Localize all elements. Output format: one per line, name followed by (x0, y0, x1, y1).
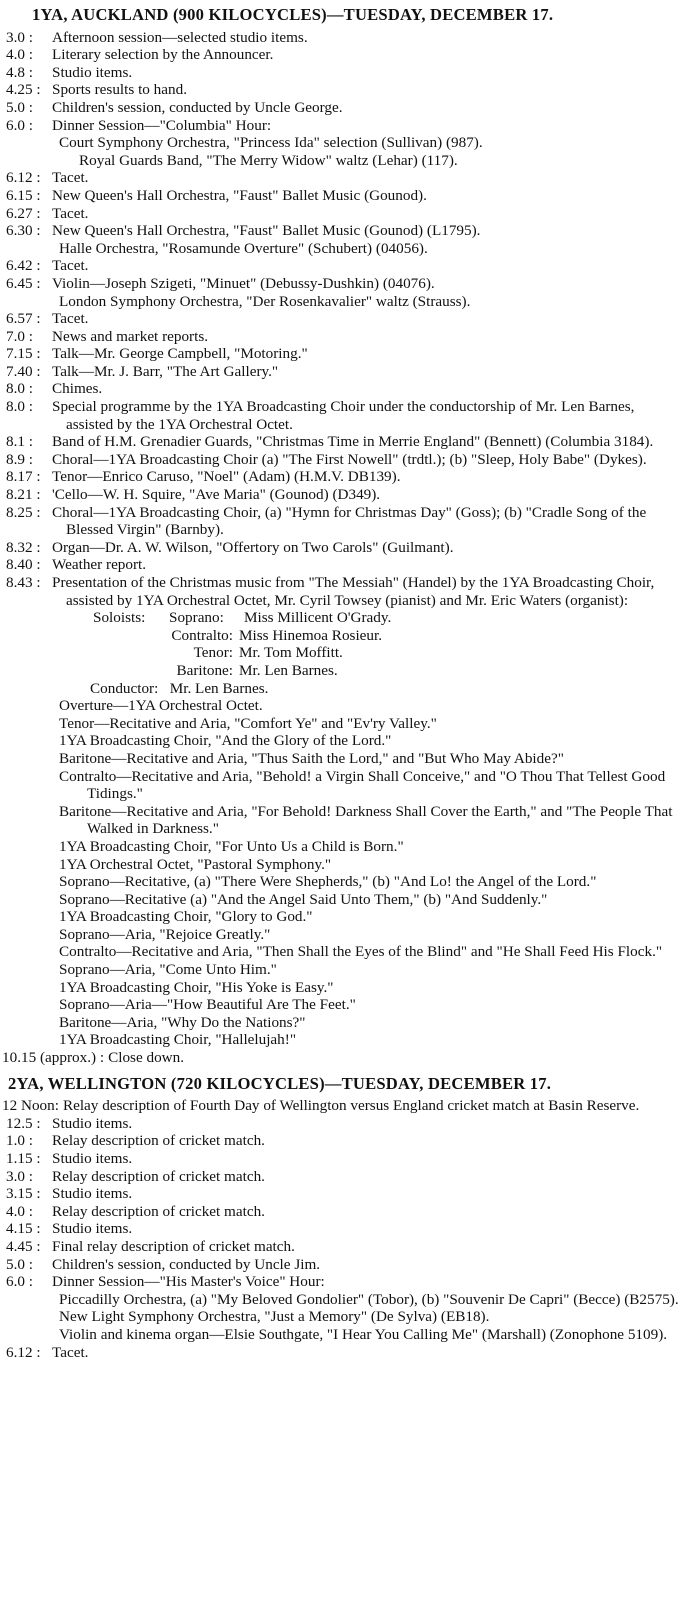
time: 4.8 : (6, 63, 34, 81)
soloist-name: Miss Millicent O'Grady. (244, 609, 392, 627)
list-item: 1YA Broadcasting Choir, "Hallelujah!" (59, 1031, 297, 1049)
schedule-row (0, 99, 700, 117)
schedule-row (0, 1256, 700, 1274)
list-item: Court Symphony Orchestra, "Princess Ida" selection (Sullivan) (987). (59, 134, 483, 152)
list-item: Soprano—Aria, "Rejoice Greatly." (59, 925, 271, 943)
list-item: Royal Guards Band, "The Merry Widow" waltz (Lehar) (117). (79, 151, 458, 169)
schedule-row (0, 29, 700, 47)
entry-text: Talk—Mr. George Campbell, "Motoring." (52, 345, 308, 363)
schedule-row (0, 310, 700, 328)
schedule-row (0, 1115, 700, 1133)
time: 7.0 : (6, 327, 34, 345)
soloist-voice: Baritone: (176, 661, 233, 679)
entry-text: Special programme by the 1YA Broadcasting Choir under the conductorship of Mr. Len Barnes, assisted by the 1YA Orchestral Octet. (52, 398, 635, 433)
schedule-row (0, 486, 700, 504)
conductor-line: Conductor: Mr. Len Barnes. (90, 679, 269, 697)
soloist-voice: Soprano: (169, 609, 224, 627)
schedule-row (0, 1150, 700, 1168)
list-item: London Symphony Orchestra, "Der Rosenkavalier" waltz (Strauss). (59, 292, 471, 310)
time: 6.57 : (6, 310, 41, 328)
time: 8.0 : (6, 398, 34, 416)
entry-text: Violin—Joseph Szigeti, "Minuet" (Debussy-Dushkin) (04076). (52, 274, 435, 292)
entry-text: Studio items. (52, 1150, 133, 1167)
time: 1.0 : (6, 1132, 34, 1150)
list-item: 1YA Broadcasting Choir, "For Unto Us a Child is Born." (59, 837, 404, 855)
time: 6.42 : (6, 257, 41, 275)
time: 8.1 : (6, 433, 34, 451)
schedule-row (0, 81, 700, 99)
messiah-items (0, 697, 700, 1049)
time: 5.0 : (6, 98, 34, 116)
entry-text: Final relay description of cricket match. (52, 1237, 295, 1255)
time: 10.15 (approx.) : (2, 1049, 105, 1067)
list-item: Baritone—Recitative and Aria, "Thus Saith the Lord," and "But Who May Abide?" (59, 749, 564, 767)
schedule-row (0, 1238, 700, 1256)
list-item: New Light Symphony Orchestra, "Just a Memory" (De Sylva) (EB18). (59, 1308, 490, 1326)
dinner-items (0, 1291, 700, 1344)
time: 7.15 : (6, 345, 41, 363)
time: 8.40 : (6, 556, 41, 574)
time: 6.15 : (6, 186, 41, 204)
schedule-row (0, 380, 700, 398)
time: 7.40 : (6, 362, 41, 380)
entry-text: Tacet. (52, 204, 89, 222)
time: 6.12 : (6, 1343, 41, 1361)
schedule-row (0, 574, 700, 609)
schedule-2ya (0, 1115, 700, 1361)
list-item: Tenor—Recitative and Aria, "Comfort Ye" and "Ev'ry Valley." (59, 714, 437, 732)
entry-text: Close down. (108, 1049, 185, 1067)
schedule-row (0, 556, 700, 574)
schedule-row (0, 1220, 700, 1238)
soloist-name: Mr. Tom Moffitt. (239, 644, 343, 662)
entry-text: Dinner Session—"His Master's Voice" Hour: (52, 1273, 325, 1291)
soloist-row (93, 644, 700, 662)
schedule-row (0, 187, 700, 205)
time: 4.45 : (6, 1237, 41, 1255)
list-item: 1YA Broadcasting Choir, "Glory to God." (59, 908, 313, 926)
time: 12 Noon: (2, 1097, 59, 1115)
entry-text: Studio items. (52, 1114, 133, 1132)
time: 8.0 : (6, 380, 34, 398)
schedule-row (0, 64, 700, 82)
list-item: Soprano—Aria—"How Beautiful Are The Feet." (59, 996, 356, 1014)
time: 8.25 : (6, 503, 41, 521)
time: 8.17 : (6, 468, 41, 486)
schedule-row (0, 363, 700, 381)
time: 4.25 : (6, 81, 41, 99)
entry-text: Tenor—Enrico Caruso, "Noel" (Adam) (H.M.V. DB139). (52, 468, 401, 486)
entry-text: New Queen's Hall Orchestra, "Faust" Ballet Music (Gounod). (52, 186, 427, 204)
entry-text: Studio items. (52, 63, 133, 81)
entry-text: Weather report. (52, 556, 147, 574)
time: 1.15 : (6, 1150, 41, 1167)
time: 6.0 : (6, 116, 34, 134)
entry-text: Studio items. (52, 1220, 133, 1238)
schedule-row (0, 539, 700, 557)
entry-text: Presentation of the Christmas music from "The Messiah" (Handel) by the 1YA Broadcasting Choir, assisted by 1YA Orchestral Octet, Mr. Cyril Towsey (pianist) and Mr. Eric Waters (organist): (52, 574, 655, 609)
list-item: Piccadilly Orchestra, (a) "My Beloved Gondolier" (Tobor), (b) "Souvenir De Capri" (Becce) (B2575). (59, 1290, 679, 1308)
soloist-row (93, 627, 700, 645)
sub-item (0, 293, 700, 311)
schedule-row (0, 1168, 700, 1186)
soloist-name: Miss Hinemoa Rosieur. (239, 626, 383, 644)
entry-text: Band of H.M. Grenadier Guards, "Christmas Time in Merrie England" (Bennett) (Columbia 3184). (52, 433, 654, 451)
schedule-row (0, 504, 700, 539)
soloist-row (93, 662, 700, 680)
entry-text: Afternoon session—selected studio items. (52, 28, 308, 46)
schedule-row (0, 1132, 700, 1150)
entry-text: Relay description of Fourth Day of Wellington versus England cricket match at Basin Reserve. (62, 1097, 640, 1115)
schedule-1ya-block-b (0, 310, 700, 609)
schedule-row (0, 1203, 700, 1221)
dinner-items (0, 134, 700, 169)
schedule-row (0, 1185, 700, 1203)
time: 6.0 : (6, 1273, 34, 1291)
time: 12.5 : (6, 1114, 41, 1132)
list-item: Soprano—Recitative, (a) "There Were Shepherds," (b) "And Lo! the Angel of the Lord." (59, 873, 597, 891)
time: 4.15 : (6, 1220, 41, 1238)
schedule-row (0, 451, 700, 469)
entry-text: Tacet. (52, 310, 89, 328)
soloists-block (0, 609, 700, 679)
entry-text: Chimes. (52, 380, 103, 398)
entry-text: New Queen's Hall Orchestra, "Faust" Ballet Music (Gounod) (L1795). (52, 222, 481, 240)
entry-text: Studio items. (52, 1185, 133, 1203)
time: 8.21 : (6, 486, 41, 504)
entry-text: Children's session, conducted by Uncle Jim. (52, 1255, 321, 1273)
schedule-row (0, 117, 700, 135)
time: 8.9 : (6, 450, 34, 468)
schedule-row (0, 468, 700, 486)
list-item: 1YA Orchestral Octet, "Pastoral Symphony." (59, 855, 332, 873)
entry-text: Sports results to hand. (52, 81, 187, 99)
schedule-1ya-block-a (0, 29, 700, 311)
entry-text: 'Cello—W. H. Squire, "Ave Maria" (Gounod) (D349). (52, 486, 381, 504)
schedule-row (0, 275, 700, 293)
soloist-name: Mr. Len Barnes. (239, 661, 338, 679)
time: 6.45 : (6, 274, 41, 292)
list-item: Contralto—Recitative and Aria, "Then Shall the Eyes of the Blind" and "He Shall Feed His Flock." (59, 943, 663, 961)
list-item: Overture—1YA Orchestral Octet. (59, 697, 263, 715)
schedule-row (0, 169, 700, 187)
schedule-row (0, 398, 700, 433)
entry-text: Children's session, conducted by Uncle George. (52, 98, 343, 116)
soloists-label: Soloists: (93, 609, 146, 627)
list-item: 1YA Broadcasting Choir, "His Yoke is Easy." (59, 978, 334, 996)
entry-text: Relay description of cricket match. (52, 1202, 265, 1220)
time: 6.30 : (6, 222, 41, 240)
schedule-row (0, 205, 700, 223)
entry-text: Tacet. (52, 1343, 89, 1361)
time: 3.15 : (6, 1185, 41, 1203)
time: 3.0 : (6, 28, 34, 46)
entry-text: Organ—Dr. A. W. Wilson, "Offertory on Two Carols" (Guilmant). (52, 538, 454, 556)
soloist-voice: Contralto: (171, 626, 233, 644)
station-heading-1ya: 1YA, AUCKLAND (900 KILOCYCLES)—TUESDAY, DECEMBER 17. (32, 5, 554, 24)
time: 5.0 : (6, 1255, 34, 1273)
sub-item (0, 240, 700, 258)
schedule-row (0, 328, 700, 346)
schedule-row (0, 1097, 700, 1115)
time: 3.0 : (6, 1167, 34, 1185)
list-item: 1YA Broadcasting Choir, "And the Glory of the Lord." (59, 732, 392, 750)
entry-text: Relay description of cricket match. (52, 1167, 265, 1185)
time: 4.0 : (6, 1202, 34, 1220)
list-item: Soprano—Aria, "Come Unto Him." (59, 961, 277, 979)
list-item: Violin and kinema organ—Elsie Southgate, "I Hear You Calling Me" (Marshall) (Zonophone 5109). (59, 1325, 668, 1343)
entry-text: News and market reports. (52, 327, 209, 345)
schedule-row (0, 1344, 700, 1362)
entry-text: Tacet. (52, 257, 89, 275)
list-item: Halle Orchestra, "Rosamunde Overture" (Schubert) (04056). (59, 239, 428, 257)
schedule-row (0, 1273, 700, 1291)
entry-text: Choral—1YA Broadcasting Choir, (a) "Hymn for Christmas Day" (Goss); (b) "Cradle Song of the Blessed Virgin" (Barnby). (52, 503, 647, 539)
time: 6.27 : (6, 204, 41, 222)
entry-text: Literary selection by the Announcer. (52, 46, 274, 64)
schedule-row (0, 433, 700, 451)
time: 8.43 : (6, 574, 41, 591)
entry-text: Talk—Mr. J. Barr, "The Art Gallery." (52, 362, 279, 380)
list-item: Soprano—Recitative (a) "And the Angel Said Unto Them," (b) "And Suddenly." (59, 890, 548, 908)
list-item: Baritone—Recitative and Aria, "For Behold! Darkness Shall Cover the Earth," and "The People That Walked in Darkness." (59, 802, 673, 838)
time: 6.12 : (6, 169, 41, 187)
schedule-row (0, 345, 700, 363)
entry-text: Tacet. (52, 169, 89, 187)
time: 8.32 : (6, 538, 41, 556)
schedule-row (0, 257, 700, 275)
entry-text: Relay description of cricket match. (52, 1132, 265, 1150)
time: 4.0 : (6, 46, 34, 64)
soloist-row (93, 609, 700, 627)
list-item: Contralto—Recitative and Aria, "Behold! a Virgin Shall Conceive," and "O Thou That Tellest Good Tidings." (59, 767, 666, 803)
entry-text: Dinner Session—"Columbia" Hour: (52, 116, 272, 134)
schedule-row (0, 222, 700, 240)
schedule-row-close (0, 1049, 700, 1067)
list-item: Baritone—Aria, "Why Do the Nations?" (59, 1013, 306, 1031)
station-heading-2ya: 2YA, WELLINGTON (720 KILOCYCLES)—TUESDAY, DECEMBER 17. (8, 1073, 552, 1093)
entry-text: Choral—1YA Broadcasting Choir (a) "The First Nowell" (trdtl.); (b) "Sleep, Holy Babe" (Dykes). (52, 450, 647, 468)
soloist-voice: Tenor: (193, 644, 233, 662)
schedule-row (0, 46, 700, 64)
